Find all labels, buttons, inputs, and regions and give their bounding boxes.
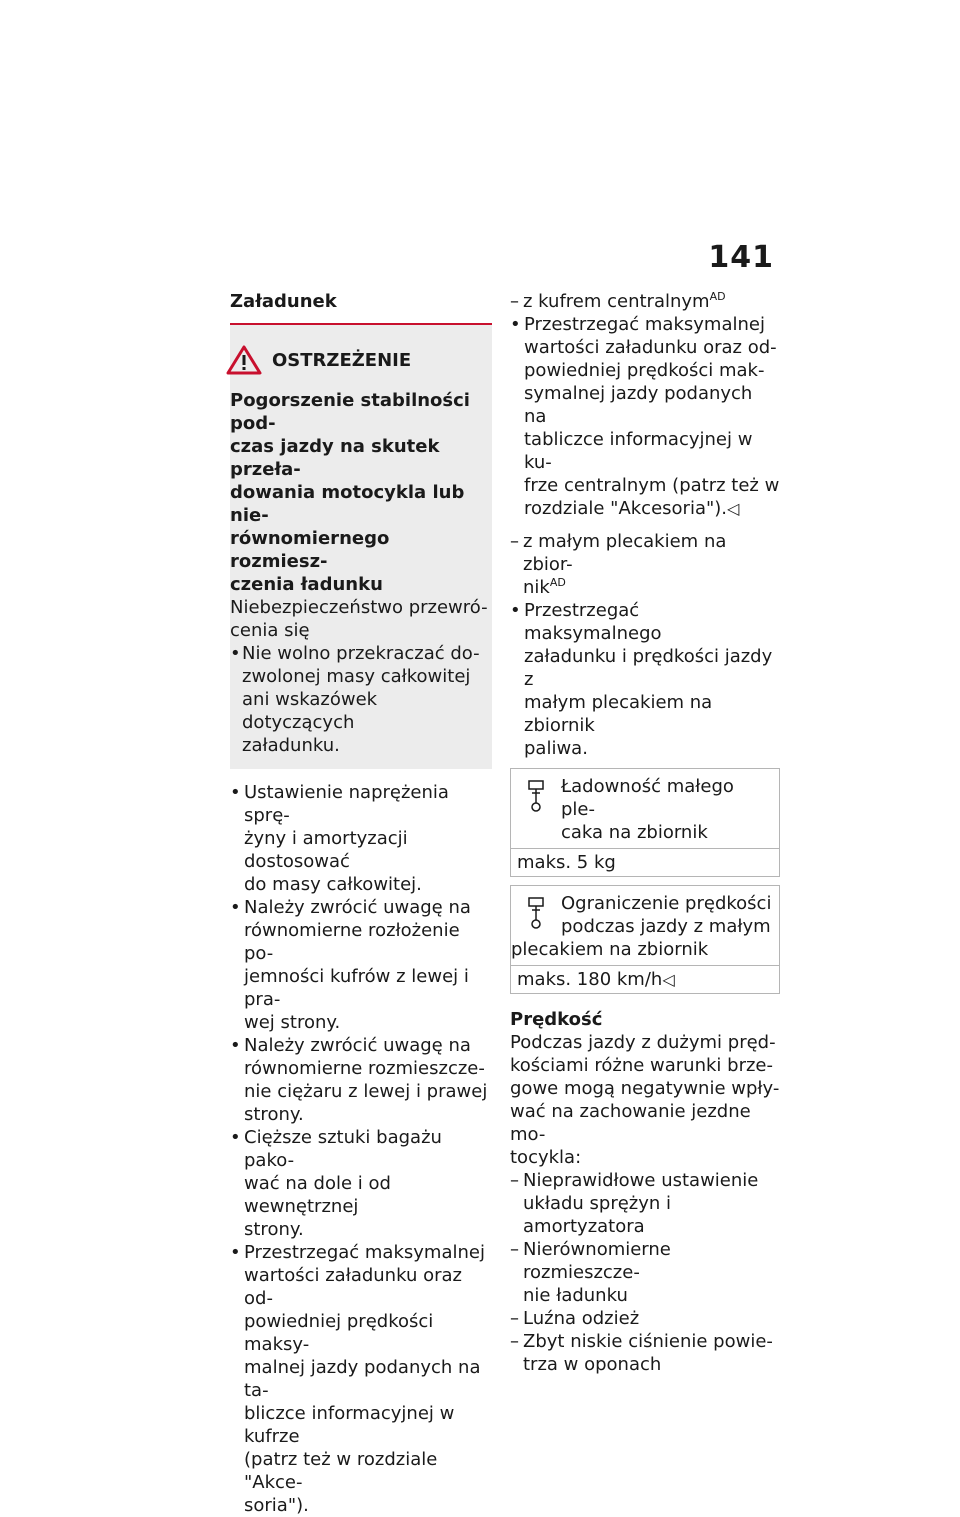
text-line: • Cięższe sztuki bagażu pako- [244,1127,442,1171]
spec-tool-icon [526,896,546,930]
text-line: strony. [244,1104,304,1125]
text-line: – Nierównomierne rozmieszcze- [523,1239,671,1283]
warning-header [226,345,492,375]
text-line: tocykla: [510,1147,582,1168]
list-item [230,1034,492,1126]
text-line: wej strony. [244,1012,341,1033]
text-line: jemności kufrów z lewej i pra- [244,966,469,1010]
warning-label: OSTRZEŻENIE [272,349,412,371]
warning-triangle-icon [226,345,262,375]
spec-value [511,965,779,993]
list-item [510,1238,780,1307]
text-line: gowe mogą negatywnie wpły- [510,1078,780,1099]
text-line: Ładowność małego ple- [561,776,734,820]
spec-label [511,892,773,961]
warning-bullet [230,642,492,757]
text-line: równomierne rozmieszcze- [244,1058,485,1079]
option-top-case [510,290,780,313]
text-line: równomiernego rozmiesz- [230,528,390,572]
text-line: • Ustawienie naprężenia sprę- [244,782,449,826]
list-item [510,1307,780,1330]
text-line: nie ładunku [523,1285,628,1306]
text-line: powiedniej prędkości mak- [524,360,765,381]
spec-value: maks. 5 kg [511,848,779,876]
warning-heading [230,389,492,596]
warning-box [230,325,492,769]
text-line: • Przestrzegać maksymalnego [524,600,662,644]
text-line: żyny i amortyzacji dostosować [244,828,408,872]
option-tank-bag [510,530,780,599]
spec-label [561,775,773,844]
spec-table-capacity [510,768,780,877]
text-line: frze centralnym (patrz też w [524,475,780,496]
text-line: • Należy zwrócić uwagę na [244,1035,471,1056]
text-line: bliczce informacyjnej w kufrze [244,1403,455,1447]
optional-accessory-mark: AD [549,576,566,589]
right-column [510,290,780,1376]
text-line: zwolonej masy całkowitej [242,666,471,687]
text-line: plecakiem na zbiornik [511,939,709,960]
optional-accessory-mark: AD [709,290,726,303]
list-item [510,1169,780,1238]
spec-tool-icon [526,779,546,813]
text-line: małym plecakiem na zbiornik [524,692,713,736]
text-line: Ograniczenie prędkości [561,893,772,914]
text-line: • Nie wolno przekraczać do- [242,643,480,664]
spec-header [511,886,779,965]
list-item [510,313,780,520]
text-line: maks. 180 km/h [517,969,663,990]
text-line: powiedniej prędkości maksy- [244,1311,434,1355]
text-line: układu sprężyn i amortyzatora [523,1193,672,1237]
text-line: tabliczce informacyjnej w ku- [524,429,753,473]
list-item [230,896,492,1034]
text-line: Pogorszenie stabilności pod- [230,390,470,434]
text-line: trza w oponach [523,1354,662,1375]
spec-table-speed-limit [510,885,780,994]
list-item [230,781,492,896]
text-line: cenia się [230,620,310,641]
text-line: soria"). [244,1495,309,1516]
text-line: – Luźna odzież [523,1308,640,1329]
list-item [510,599,780,760]
text-line: (patrz też w rozdziale "Akce- [244,1449,438,1493]
text-line: do masy całkowitej. [244,874,422,895]
section-title: Załadunek [230,291,337,312]
text-line: ani wskazówek dotyczących [242,689,378,733]
list-item [510,1330,780,1376]
text-line: z kufrem centralnym [523,291,710,312]
text-line: rozdziale "Akcesoria"). [524,498,728,519]
spec-header [511,769,779,848]
left-column [230,290,492,1517]
text-line: czas jazdy na skutek przeła- [230,436,440,480]
speed-paragraph [510,1031,780,1169]
text-line: Podczas jazdy z dużymi pręd- [510,1032,776,1053]
text-line: wać na dole i od wewnętrznej [244,1173,391,1217]
text-line: równomierne rozłożenie po- [244,920,460,964]
text-line: podczas jazdy z małym [561,916,771,937]
text-line: – Zbyt niskie ciśnienie powie- [523,1331,773,1352]
text-line: Niebezpieczeństwo przewró- [230,597,488,618]
warning-consequence [230,596,492,642]
end-mark-icon: ◁ [662,970,675,989]
text-line: dowania motocykla lub nie- [230,482,465,526]
text-line: caka na zbiornik [561,822,708,843]
page-number: 141 [708,240,774,275]
text-line: nik [523,577,550,598]
text-line: nie ciężaru z lewej i prawej [244,1081,488,1102]
text-line: – Nieprawidłowe ustawienie [523,1170,759,1191]
text-line: wać na zachowanie jezdne mo- [510,1101,751,1145]
end-mark-icon: ◁ [727,499,740,518]
text-line: wartości załadunku oraz od- [524,337,777,358]
text-line: malnej jazdy podanych na ta- [244,1357,481,1401]
text-line: symalnej jazdy podanych na [524,383,753,427]
text-line: wartości załadunku oraz od- [244,1265,462,1309]
text-line: • Przestrzegać maksymalnej [524,314,765,335]
list-item [230,1126,492,1241]
text-line: – z małym plecakiem na zbior- [523,531,727,575]
text-line: czenia ładunku [230,574,383,595]
text-line: • Przestrzegać maksymalnej [244,1242,485,1263]
text-line: kościami różne warunki brze- [510,1055,773,1076]
list-item [230,1241,492,1517]
text-line: załadunku i prędkości jazdy z [524,646,773,690]
subsection-title: Prędkość [510,1009,603,1030]
text-line: paliwa. [524,738,588,759]
text-line: strony. [244,1219,304,1240]
text-line: • Należy zwrócić uwagę na [244,897,471,918]
text-line: załadunku. [242,735,340,756]
